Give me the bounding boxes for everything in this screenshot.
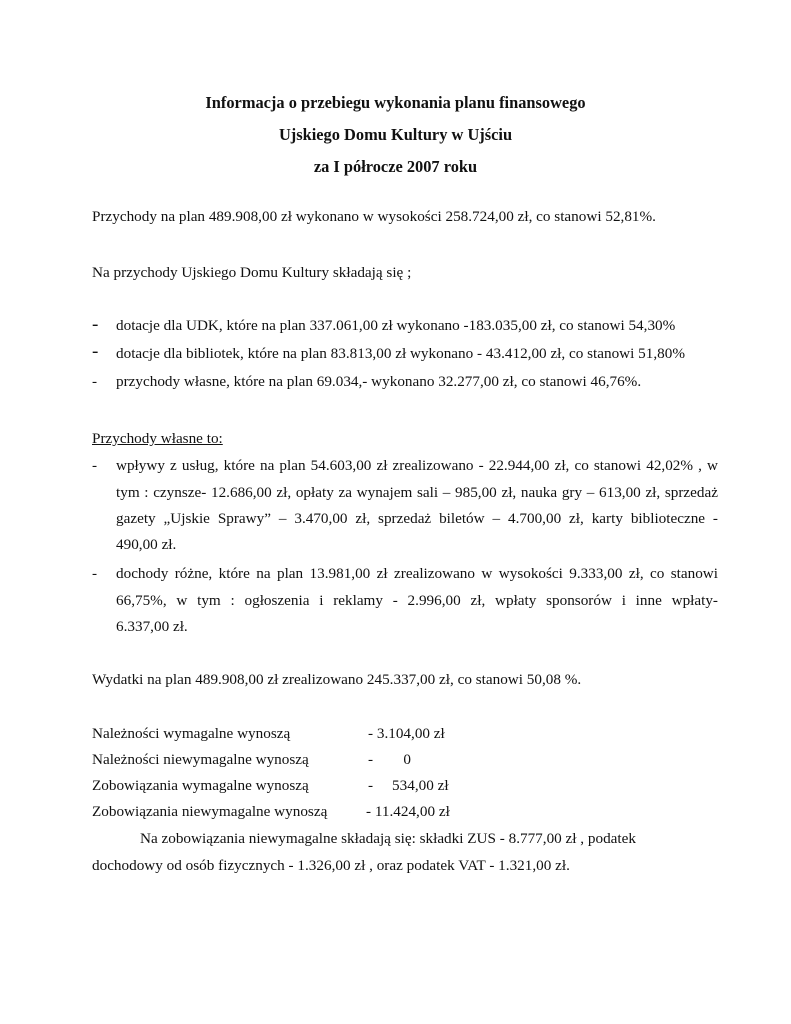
own-item-1-line-2: tym : czynsze- 12.686,00 zł, opłaty za wynajem sali – 985,00 zł, nauka gry – 613,00 zł, sprzedaż (116, 484, 718, 501)
title-line-3: za I półrocze 2007 roku (313, 157, 478, 176)
revenue-item-dash: - (92, 341, 99, 362)
title-line-1: Informacja o przebiegu wykonania planu finansowego (205, 93, 586, 112)
expenses-summary: Wydatki na plan 489.908,00 zł zrealizowano 245.337,00 zł, co stanowi 50,08 %. (92, 671, 582, 688)
own-item-dash: - (92, 565, 98, 582)
own-item-2-line-2: 66,75%, w tym : ogłoszenia i reklamy - 2.996,00 zł, wpłaty sponsorów i inne wpłaty- (116, 592, 718, 609)
own-item-2-line-3: 6.337,00 zł. (116, 618, 188, 635)
revenue-item-1: dotacje dla UDK, które na plan 337.061,00 zł wykonano -183.035,00 zł, co stanowi 54,30% (116, 317, 676, 334)
balance-label: Należności niewymagalne wynoszą (92, 751, 309, 768)
liabilities-note-line-2: dochodowy od osób fizycznych - 1.326,00 zł , oraz podatek VAT - 1.321,00 zł. (92, 857, 570, 874)
balance-value: - 0 (368, 751, 412, 768)
revenue-item-dash: - (92, 314, 99, 335)
revenue-item-dash: - (92, 373, 98, 390)
title-line-2: Ujskiego Domu Kultury w Ujściu (278, 125, 513, 144)
balance-label: Zobowiązania niewymagalne wynoszą (92, 803, 328, 820)
balance-value: - 3.104,00 zł (368, 725, 445, 742)
own-item-dash: - (92, 457, 98, 474)
revenue-item-2: dotacje dla bibliotek, które na plan 83.813,00 zł wykonano - 43.412,00 zł, co stanowi 51,80% (116, 345, 685, 362)
balance-value: - 534,00 zł (368, 777, 449, 794)
own-item-1-line-4: 490,00 zł. (116, 536, 177, 553)
own-item-1-line-3: gazety „Ujskie Sprawy” – 3.470,00 zł, sprzedaż biletów – 4.700,00 zł, karty biblioteczne - (116, 510, 718, 527)
own-revenue-heading: Przychody własne to: (92, 430, 223, 447)
revenue-item-3: przychody własne, które na plan 69.034,- wykonano 32.277,00 zł, co stanowi 46,76%. (116, 373, 642, 390)
revenue-intro: Na przychody Ujskiego Domu Kultury składają się ; (92, 264, 412, 281)
balance-label: Zobowiązania wymagalne wynoszą (92, 777, 309, 794)
balance-label: Należności wymagalne wynoszą (92, 725, 291, 742)
revenue-summary: Przychody na plan 489.908,00 zł wykonano w wysokości 258.724,00 zł, co stanowi 52,81%. (92, 208, 656, 225)
balance-value: - 11.424,00 zł (366, 803, 450, 820)
liabilities-note-line-1: Na zobowiązania niewymagalne składają się: składki ZUS - 8.777,00 zł , podatek (140, 830, 636, 847)
own-item-1-line-1: wpływy z usług, które na plan 54.603,00 zł zrealizowano - 22.944,00 zł, co stanowi 42,02% , w (116, 457, 718, 474)
own-item-2-line-1: dochody różne, które na plan 13.981,00 zł zrealizowano w wysokości 9.333,00 zł, co stanowi (116, 565, 718, 582)
